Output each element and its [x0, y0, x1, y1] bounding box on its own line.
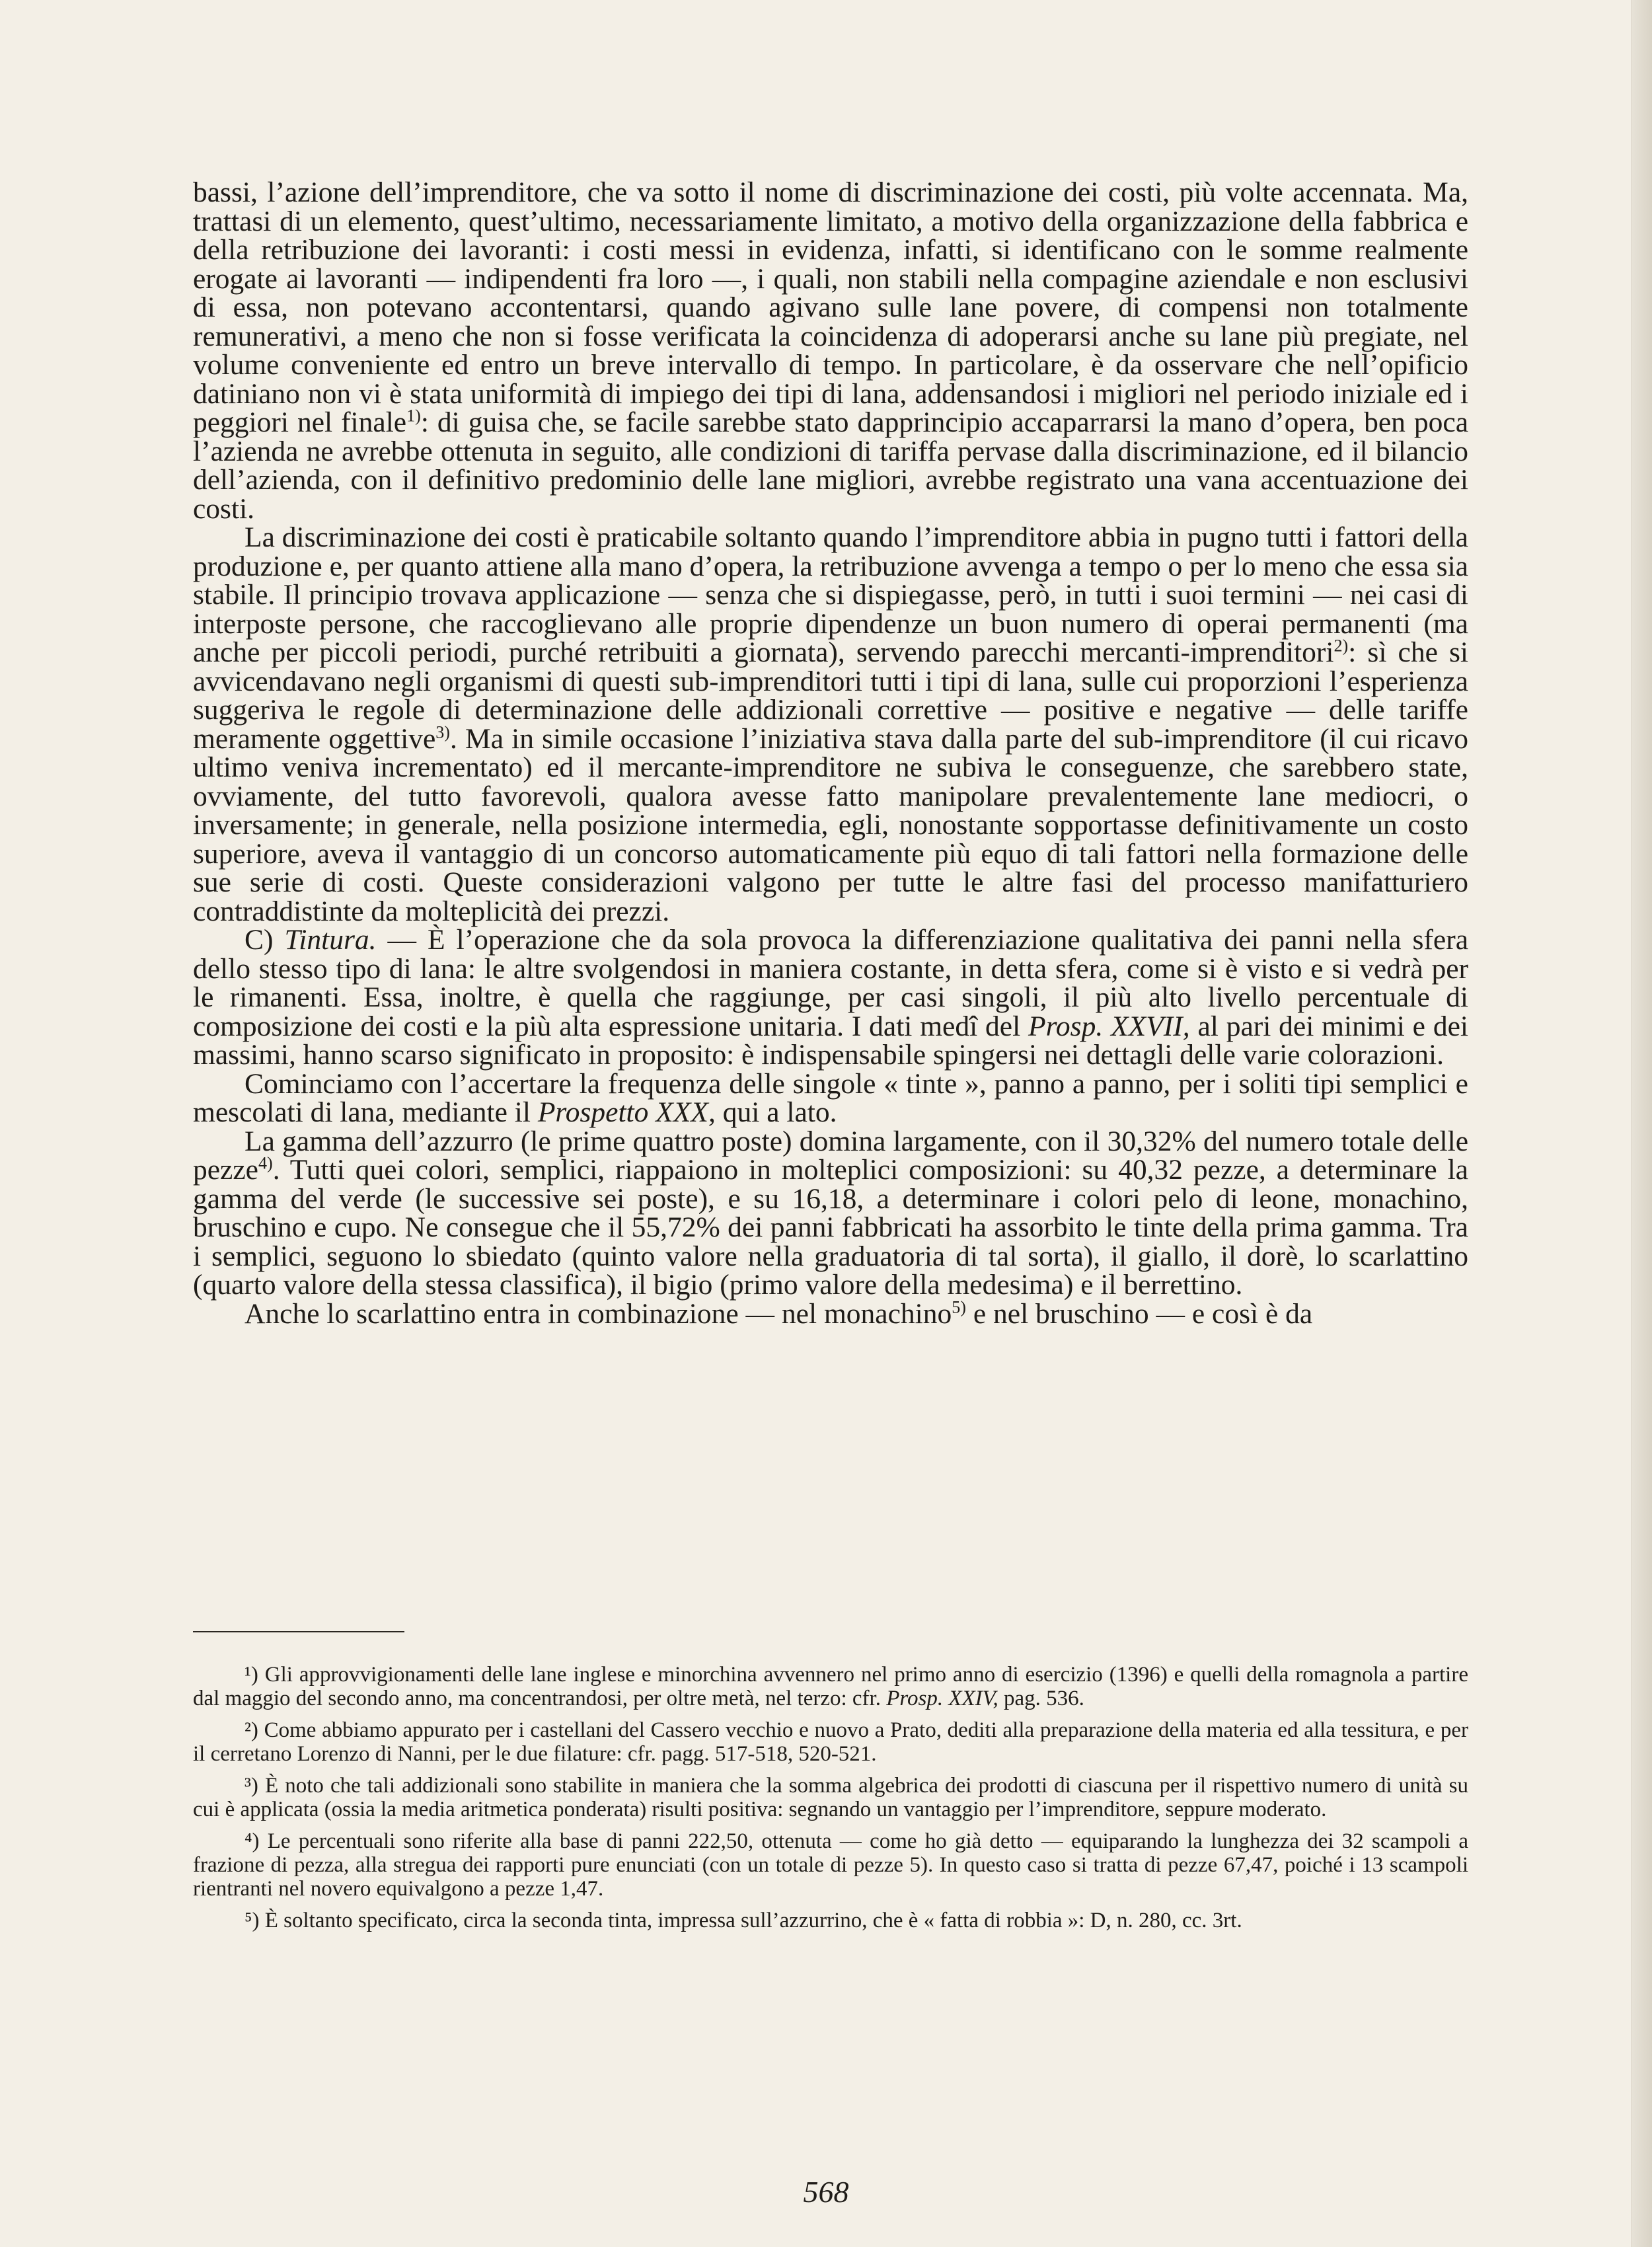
footnote-reference: 2)	[1333, 636, 1349, 656]
italic-text: Prospetto XXX,	[537, 1096, 716, 1128]
text-run: Cominciamo con l’accertare la frequenza delle singole « tinte », panno a panno, per i soliti tipi semplici e mescolati di lana, mediante il	[193, 1067, 1468, 1128]
text-run: : di guisa che, se facile sarebbe stato dapprincipio accaparrarsi la mano d’opera, ben poca l’azienda ne avrebbe ottenuta in seguito, alle condizioni di tariffa pervase dalla discriminazione, ed il bilancio dell’azienda, con il definitivo predominio delle lane migliori, avrebbe registrato una vana accentuazione dei costi.	[193, 406, 1468, 525]
text-run: : sì che si avvicendavano negli organismi di questi sub-imprenditori tutti i tipi di lana, sulle cui proporzioni l’esperienza suggeriva le regole di determinazione delle addizionali correttive — positive e negative — delle tariffe meramente oggettive	[193, 636, 1468, 755]
text-run: ⁴) Le percentuali sono riferite alla base di panni 222,50, ottenuta — come ho già detto — equiparando la lunghezza dei 32 scampoli a frazione di pezza, alla stregua dei rapporti pure enunciati (con un totale di pezze 5). In questo caso si tratta di pezze 67,47, poiché i 13 scampoli rientranti nel novero equivalgono a pezze 1,47.	[193, 1829, 1468, 1901]
text-run: ⁵) È soltanto specificato, circa la seconda tinta, impressa sull’azzurrino, che è « fatta di robbia »: D, n. 280, cc. 3rt.	[244, 1909, 1242, 1932]
paragraph	[193, 523, 1468, 926]
footnote-reference: 1)	[406, 406, 421, 426]
text-run: al pari dei minimi e dei massimi, hanno scarso significato in proposito: è indispensabile spingersi nei dettagli delle varie colorazioni.	[193, 1010, 1468, 1071]
text-run: . Ma in simile occasione l’iniziativa stava dalla parte del sub-imprenditore (il cui ricavo ultimo veniva incrementato) ed il mercante-imprenditore ne subiva le conseguenze, che sarebbero state, ovviamente, del tutto favorevoli, qualora avesse fatto manipolare prevalentemente lane mediocri, o inversamente; in generale, nella posizione intermedia, egli, nonostante sopportasse definitivamente un costo superiore, aveva il vantaggio di un concorso automaticamente più equo di tali fattori nella formazione delle sue serie di costi. Queste considerazioni valgono per tutte le altre fasi del processo manifatturiero contraddistinte da molteplicità dei prezzi.	[193, 722, 1468, 927]
italic-text: Prosp. XXIV,	[886, 1687, 998, 1710]
text-run: ³) È noto che tali addizionali sono stabilite in maniera che la somma algebrica dei prodotti di ciascuna per il rispettivo numero di unità su cui è applicata (ossia la media aritmetica ponderata) risulti positiva: segnando un vantaggio per l’imprenditore, seppure moderato.	[193, 1774, 1468, 1821]
text-run: bassi, l’azione dell’imprenditore, che va sotto il nome di discriminazione dei costi, più volte accennata. Ma, trattasi di un elemento, quest’ultimo, necessariamente limitato, a motivo della organizzazione della fabbrica e della retribuzione dei lavoranti: i costi messi in evidenza, infatti, si identificano con le somme realmente erogate ai lavoranti — indipendenti fra loro —, i quali, non stabili nella compagine aziendale e non esclusivi di essa, non potevano accontentarsi, quando agivano sulle lane povere, di compensi non totalmente remunerativi, a meno che non si fosse verificata la coincidenza di adoperarsi anche su lane più pregiate, nel volume conveniente ed entro un breve intervallo di tempo. In particolare, è da osservare che nell’opificio datiniano non vi è stata uniformità di impiego dei tipi di lana, addensandosi i migliori nel periodo iniziale ed i peggiori nel finale	[193, 176, 1468, 438]
paragraph	[193, 178, 1468, 523]
page-edge	[1632, 0, 1652, 2247]
footnote	[193, 1909, 1468, 1932]
paragraph	[193, 1127, 1468, 1300]
text-run: C)	[244, 924, 285, 956]
text-run: La gamma dell’azzurro (le prime quattro poste) domina largamente, con il 30,32% del numero totale delle pezze	[193, 1125, 1468, 1186]
footnote-reference: 5)	[952, 1297, 966, 1316]
paragraph	[193, 1067, 1468, 1128]
text-run: qui a lato.	[715, 1096, 837, 1128]
footnote-reference: 3)	[435, 722, 450, 742]
text-run: . Tutti quei colori, semplici, riappaiono in molteplici composizioni: su 40,32 pezze, a determinare la gamma del verde (le successive sei poste), e su 16,18, a determinare i colori pelo di leone, monachino, bruschino e cupo. Ne consegue che il 55,72% dei panni fabbricati ha assorbito le tinte della prima gamma. Tra i semplici, seguono lo sbiedato (quinto valore nella graduatoria di tal sorta), il giallo, il dorè, lo scarlattino (quarto valore della stessa classifica), il bigio (primo valore della medesima) e il berrettino.	[193, 1154, 1468, 1301]
text-run: e nel bruschino — e così è da	[965, 1297, 1313, 1330]
text-run: ²) Come abbiamo appurato per i castellani del Cassero vecchio e nuovo a Prato, dediti alla preparazione della materia ed alla tessitura, e per il cerretano Lorenzo di Nanni, per le due filature: cfr. pagg. 517-518, 520-521.	[193, 1718, 1468, 1766]
italic-text: Prosp. XXVII,	[1028, 1010, 1190, 1042]
text-run: ¹) Gli approvvigionamenti delle lane inglese e minorchina avvennero nel primo anno di esercizio (1396) e quelli della romagnola a partire dal maggio del secondo anno, ma concentrandosi, per oltre metà, nel terzo: cfr.	[193, 1663, 1468, 1710]
footnote	[193, 1718, 1468, 1766]
italic-text: Tintura.	[284, 924, 377, 956]
text-run: Anche lo scarlattino entra in combinazione — nel monachino	[244, 1297, 952, 1330]
paragraph	[193, 1297, 1468, 1330]
footnote-rule	[193, 1631, 404, 1632]
text-run: pag. 536.	[998, 1687, 1084, 1710]
footnotes	[193, 1631, 1468, 1940]
footnote-reference: 4)	[258, 1153, 273, 1173]
page-number: 568	[803, 2175, 849, 2209]
text-run: — È l’operazione che da sola provoca la differenziazione qualitativa dei panni nella sfera dello stesso tipo di lana: le altre svolgendosi in maniera costante, in detta sfera, come si è visto e si vedrà per le rimanenti. Essa, inoltre, è quella che raggiunge, per casi singoli, il più alto livello percentuale di composizione dei costi e la più alta espressione unitaria. I dati medî del	[193, 924, 1468, 1042]
text-run: La discriminazione dei costi è praticabile soltanto quando l’imprenditore abbia in pugno tutti i fattori della produzione e, per quanto attiene alla mano d’opera, la retribuzione avvenga a tempo o per lo meno che essa sia stabile. Il principio trovava applicazione — senza che si dispiegasse, però, in tutti i suoi termini — nei casi di interposte persone, che raccoglievano alle proprie dipendenze un buon numero di operai permanenti (ma anche per piccoli periodi, purché retribuiti a giornata), servendo parecchi mercanti-imprenditori	[193, 521, 1468, 668]
footnote	[193, 1663, 1468, 1710]
main-text	[193, 178, 1468, 1328]
footnote	[193, 1774, 1468, 1821]
footnote	[193, 1829, 1468, 1901]
paragraph	[193, 926, 1468, 1070]
